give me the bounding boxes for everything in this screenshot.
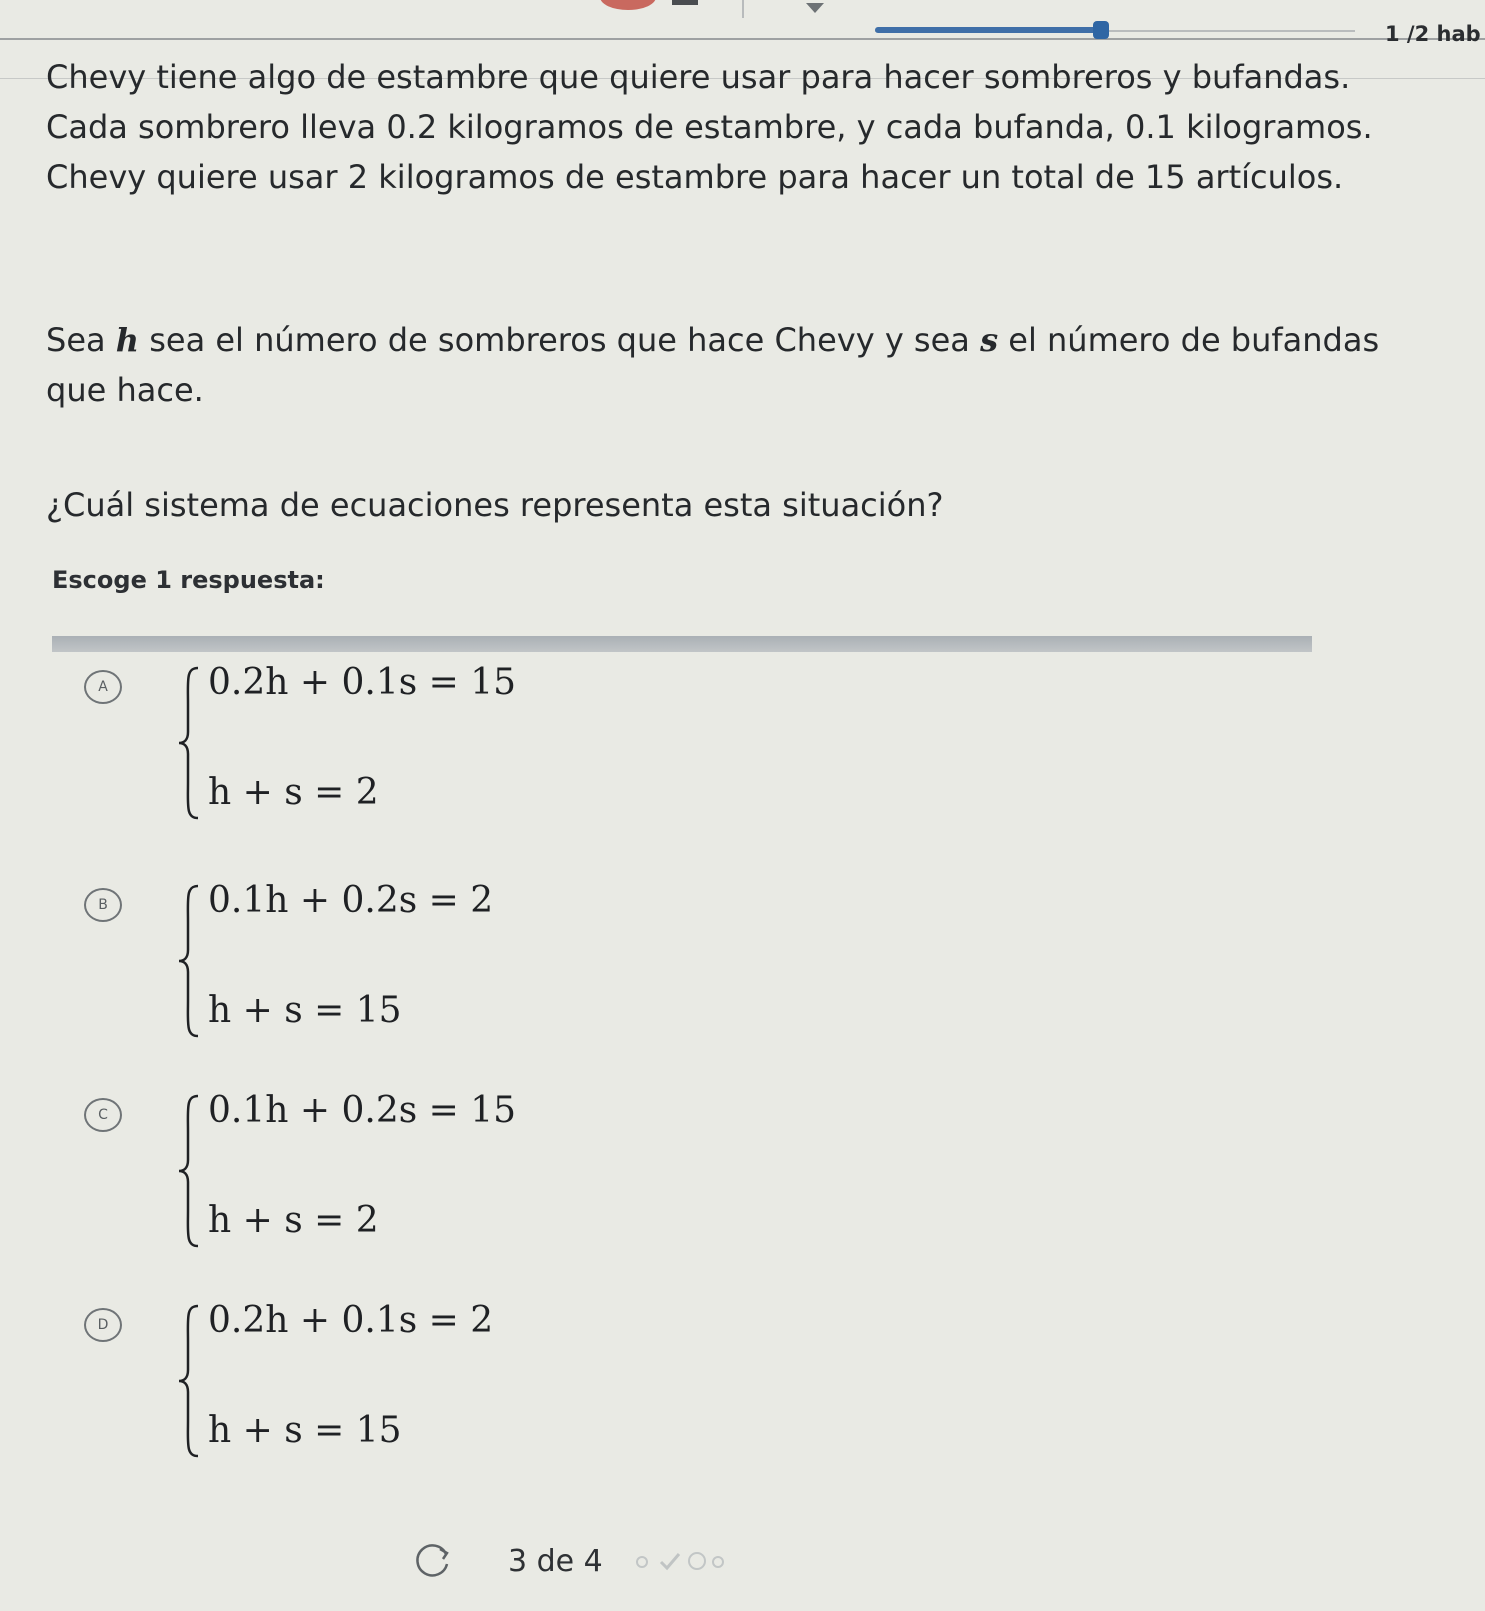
answer-option-b[interactable] (80, 880, 700, 1070)
variable-definition (46, 315, 1426, 415)
equation-line: 0.2h + 0.1s = 2 (208, 1300, 494, 1341)
radio-button[interactable]: C (84, 1098, 122, 1132)
progress-knob[interactable] (1093, 21, 1109, 39)
top-toolbar (0, 0, 1485, 46)
question-text: ¿Cuál sistema de ecuaciones representa esta situación? (46, 486, 944, 524)
equation-line: 0.1h + 0.2s = 15 (208, 1090, 517, 1131)
answer-option-a[interactable] (80, 662, 700, 852)
choose-answer-label: Escoge 1 respuesta: (52, 566, 325, 594)
left-brace-icon (176, 664, 204, 822)
equation-line: h + s = 2 (208, 772, 379, 813)
equation-line: h + s = 2 (208, 1200, 379, 1241)
variable-h: h (115, 321, 140, 359)
checkmark-icon (658, 1550, 682, 1572)
left-brace-icon (176, 882, 204, 1040)
variable-s: s (980, 321, 999, 359)
equation-line: 0.2h + 0.1s = 15 (208, 662, 517, 703)
radio-button[interactable]: B (84, 888, 122, 922)
question-progress: 3 de 4 (508, 1544, 603, 1579)
left-brace-icon (176, 1092, 204, 1250)
red-tab-indicator (600, 0, 656, 10)
definition-text: sea el número de sombreros que hace Chevy y sea (139, 321, 981, 359)
progress-dot (712, 1556, 724, 1568)
toolbar-mark (672, 0, 698, 5)
equation-line: 0.1h + 0.2s = 2 (208, 880, 494, 921)
equation-line: h + s = 15 (208, 1410, 402, 1451)
answer-option-d[interactable] (80, 1300, 700, 1490)
problem-paragraph: Chevy tiene algo de estambre que quiere usar para hacer sombreros y bufandas. Cada sombrero lleva 0.2 kilogramos de estambre, y cada bufanda, 0.1 kilogramos. Chevy quiere usar 2 kilogramos de estambre para hacer un total de 15 artículos. (46, 58, 1373, 196)
options-divider (52, 636, 1312, 652)
progress-dot (688, 1552, 706, 1570)
refresh-icon[interactable] (412, 1540, 452, 1580)
radio-button[interactable]: D (84, 1308, 122, 1342)
answer-option-c[interactable] (80, 1090, 700, 1280)
toolbar-separator (742, 0, 744, 18)
definition-text: Sea (46, 321, 116, 359)
dropdown-triangle-icon[interactable] (806, 3, 824, 13)
page-counter: 1 /2 hab (1385, 22, 1481, 46)
radio-button[interactable]: A (84, 670, 122, 704)
progress-bar (875, 30, 1355, 32)
equation-line: h + s = 15 (208, 990, 402, 1031)
progress-dot (636, 1556, 648, 1568)
definition-text: el número de bufandas que hace. (46, 321, 1380, 409)
left-brace-icon (176, 1302, 204, 1460)
progress-fill (875, 27, 1101, 33)
